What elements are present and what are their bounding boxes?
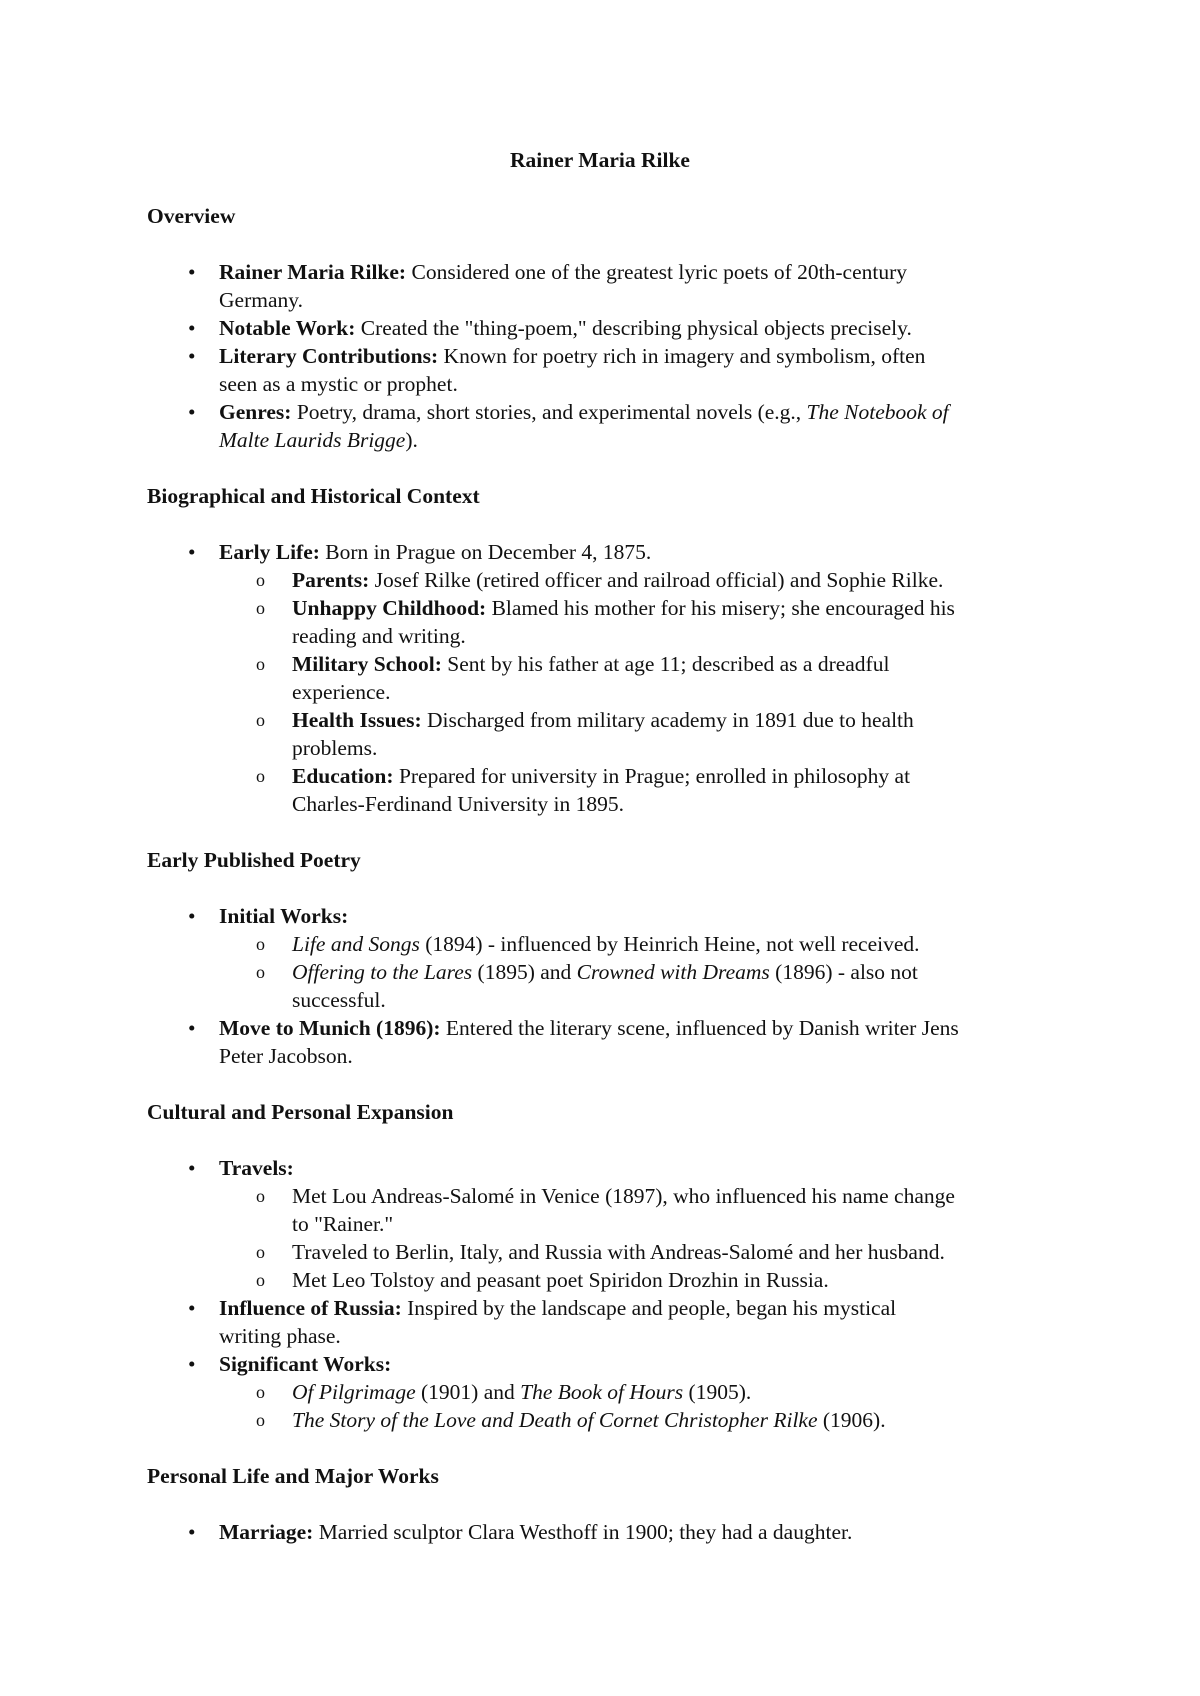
item-label: Marriage: [219, 1520, 314, 1544]
item-label: Notable Work: [219, 316, 356, 340]
sub-bullet-icon: o [256, 1270, 265, 1290]
item-text: experience. [292, 680, 391, 704]
list-item [188, 538, 1069, 566]
item-label: Health Issues: [292, 708, 422, 732]
sub-list-item [256, 1238, 1072, 1266]
item-label: Travels: [219, 1156, 294, 1180]
item-text: reading and writing. [292, 624, 466, 648]
item-italic: The Story of the Love and Death of Cornet Christopher Rilke [292, 1408, 818, 1432]
sub-bullet-icon: o [256, 934, 265, 954]
item-text: Sent by his father at age 11; described as a dreadful [441, 652, 890, 676]
sub-bullet-icon: o [256, 1382, 265, 1402]
item-text: ). [405, 428, 418, 452]
item-italic: Life and Songs [292, 932, 420, 956]
list-item [188, 1518, 1069, 1546]
item-italic: The Book of Hours [520, 1380, 684, 1404]
item-text: to "Rainer." [292, 1212, 394, 1236]
bullet-icon: • [188, 260, 196, 284]
sub-list-item [256, 594, 1072, 650]
item-text: problems. [292, 736, 378, 760]
item-text: (1896) - also not [769, 960, 918, 984]
item-text: Met Leo Tolstoy and peasant poet Spiridon Drozhin in Russia. [292, 1268, 829, 1292]
sub-bullet-icon: o [256, 1242, 265, 1262]
item-text: Created the "thing-poem," describing physical objects precisely. [355, 316, 912, 340]
bullet-icon: • [188, 1520, 196, 1544]
item-text: Discharged from military academy in 1891 due to health [421, 708, 914, 732]
list-item [188, 1014, 1069, 1070]
sub-list-item [256, 958, 1072, 1014]
item-text: Blamed his mother for his misery; she encouraged his [486, 596, 955, 620]
list-item [188, 258, 1069, 314]
item-label: Genres: [219, 400, 292, 424]
list-item [188, 1350, 1069, 1378]
item-italic: Malte Laurids Brigge [219, 428, 406, 452]
bullet-icon: • [188, 540, 196, 564]
bullet-icon: • [188, 1352, 196, 1376]
sub-list-item [256, 566, 1072, 594]
sub-list-item [256, 1266, 1072, 1294]
item-text: Married sculptor Clara Westhoff in 1900; they had a daughter. [313, 1520, 853, 1544]
sub-bullet-icon: o [256, 1410, 265, 1430]
item-label: Military School: [292, 652, 442, 676]
bullet-icon: • [188, 400, 196, 424]
sub-list-item [256, 762, 1072, 818]
sub-list-item [256, 1182, 1072, 1238]
item-text: successful. [292, 988, 386, 1012]
sub-bullet-icon: o [256, 766, 265, 786]
document-title: Rainer Maria Rilke [510, 148, 690, 172]
item-text: (1906). [817, 1408, 886, 1432]
item-text: (1894) - influenced by Heinrich Heine, not well received. [419, 932, 920, 956]
item-label: Initial Works: [219, 904, 349, 928]
item-italic: Crowned with Dreams [576, 960, 770, 984]
section-heading-personal: Personal Life and Major Works [147, 1464, 439, 1488]
bullet-icon: • [188, 1156, 196, 1180]
item-text: Known for poetry rich in imagery and symbolism, often [438, 344, 926, 368]
item-text: Born in Prague on December 4, 1875. [319, 540, 652, 564]
sub-list-item [256, 1406, 1072, 1434]
list-item [188, 1294, 1069, 1350]
item-text: Germany. [219, 288, 303, 312]
item-text: Traveled to Berlin, Italy, and Russia with Andreas-Salomé and her husband. [292, 1240, 945, 1264]
item-text: (1895) and [472, 960, 577, 984]
item-italic: Offering to the Lares [292, 960, 473, 984]
item-label: Early Life: [219, 540, 320, 564]
section-heading-overview: Overview [147, 204, 236, 228]
list-item [188, 1154, 1069, 1182]
item-label: Rainer Maria Rilke: [219, 260, 407, 284]
sub-list-item [256, 650, 1072, 706]
item-label: Unhappy Childhood: [292, 596, 487, 620]
item-text: Entered the literary scene, influenced by Danish writer Jens [440, 1016, 959, 1040]
sub-bullet-icon: o [256, 598, 265, 618]
list-item [188, 902, 1069, 930]
bullet-icon: • [188, 344, 196, 368]
sub-bullet-icon: o [256, 710, 265, 730]
sub-bullet-icon: o [256, 570, 265, 590]
bullet-icon: • [188, 316, 196, 340]
section-heading-early-poetry: Early Published Poetry [147, 848, 361, 872]
item-text: Poetry, drama, short stories, and experimental novels (e.g., [291, 400, 807, 424]
item-label: Move to Munich (1896): [219, 1016, 441, 1040]
list-item [188, 314, 1069, 342]
sub-bullet-icon: o [256, 962, 265, 982]
item-text: Met Lou Andreas-Salomé in Venice (1897), who influenced his name change [292, 1184, 955, 1208]
item-text: writing phase. [219, 1324, 341, 1348]
item-label: Parents: [292, 568, 370, 592]
item-label: Education: [292, 764, 394, 788]
sub-bullet-icon: o [256, 1186, 265, 1206]
sub-bullet-icon: o [256, 654, 265, 674]
sub-list-item [256, 1378, 1072, 1406]
item-italic: Of Pilgrimage [292, 1380, 416, 1404]
sub-list-item [256, 930, 1072, 958]
bullet-icon: • [188, 1016, 196, 1040]
item-text: Inspired by the landscape and people, began his mystical [401, 1296, 897, 1320]
bullet-icon: • [188, 1296, 196, 1320]
item-text: Prepared for university in Prague; enrolled in philosophy at [393, 764, 911, 788]
item-italic: The Notebook of [806, 400, 949, 424]
item-text: Considered one of the greatest lyric poets of 20th-century [406, 260, 908, 284]
item-text: Josef Rilke (retired officer and railroad official) and Sophie Rilke. [369, 568, 944, 592]
item-text: seen as a mystic or prophet. [219, 372, 458, 396]
sub-list-item [256, 706, 1072, 762]
bullet-icon: • [188, 904, 196, 928]
item-text: (1905). [683, 1380, 752, 1404]
item-text: Peter Jacobson. [219, 1044, 353, 1068]
list-item [188, 342, 1069, 398]
item-label: Significant Works: [219, 1352, 392, 1376]
item-label: Literary Contributions: [219, 344, 439, 368]
section-heading-bio: Biographical and Historical Context [147, 484, 480, 508]
item-text: (1901) and [415, 1380, 521, 1404]
item-label: Influence of Russia: [219, 1296, 402, 1320]
list-item [188, 398, 1069, 454]
item-text: Charles-Ferdinand University in 1895. [292, 792, 625, 816]
section-heading-cultural: Cultural and Personal Expansion [147, 1100, 454, 1124]
